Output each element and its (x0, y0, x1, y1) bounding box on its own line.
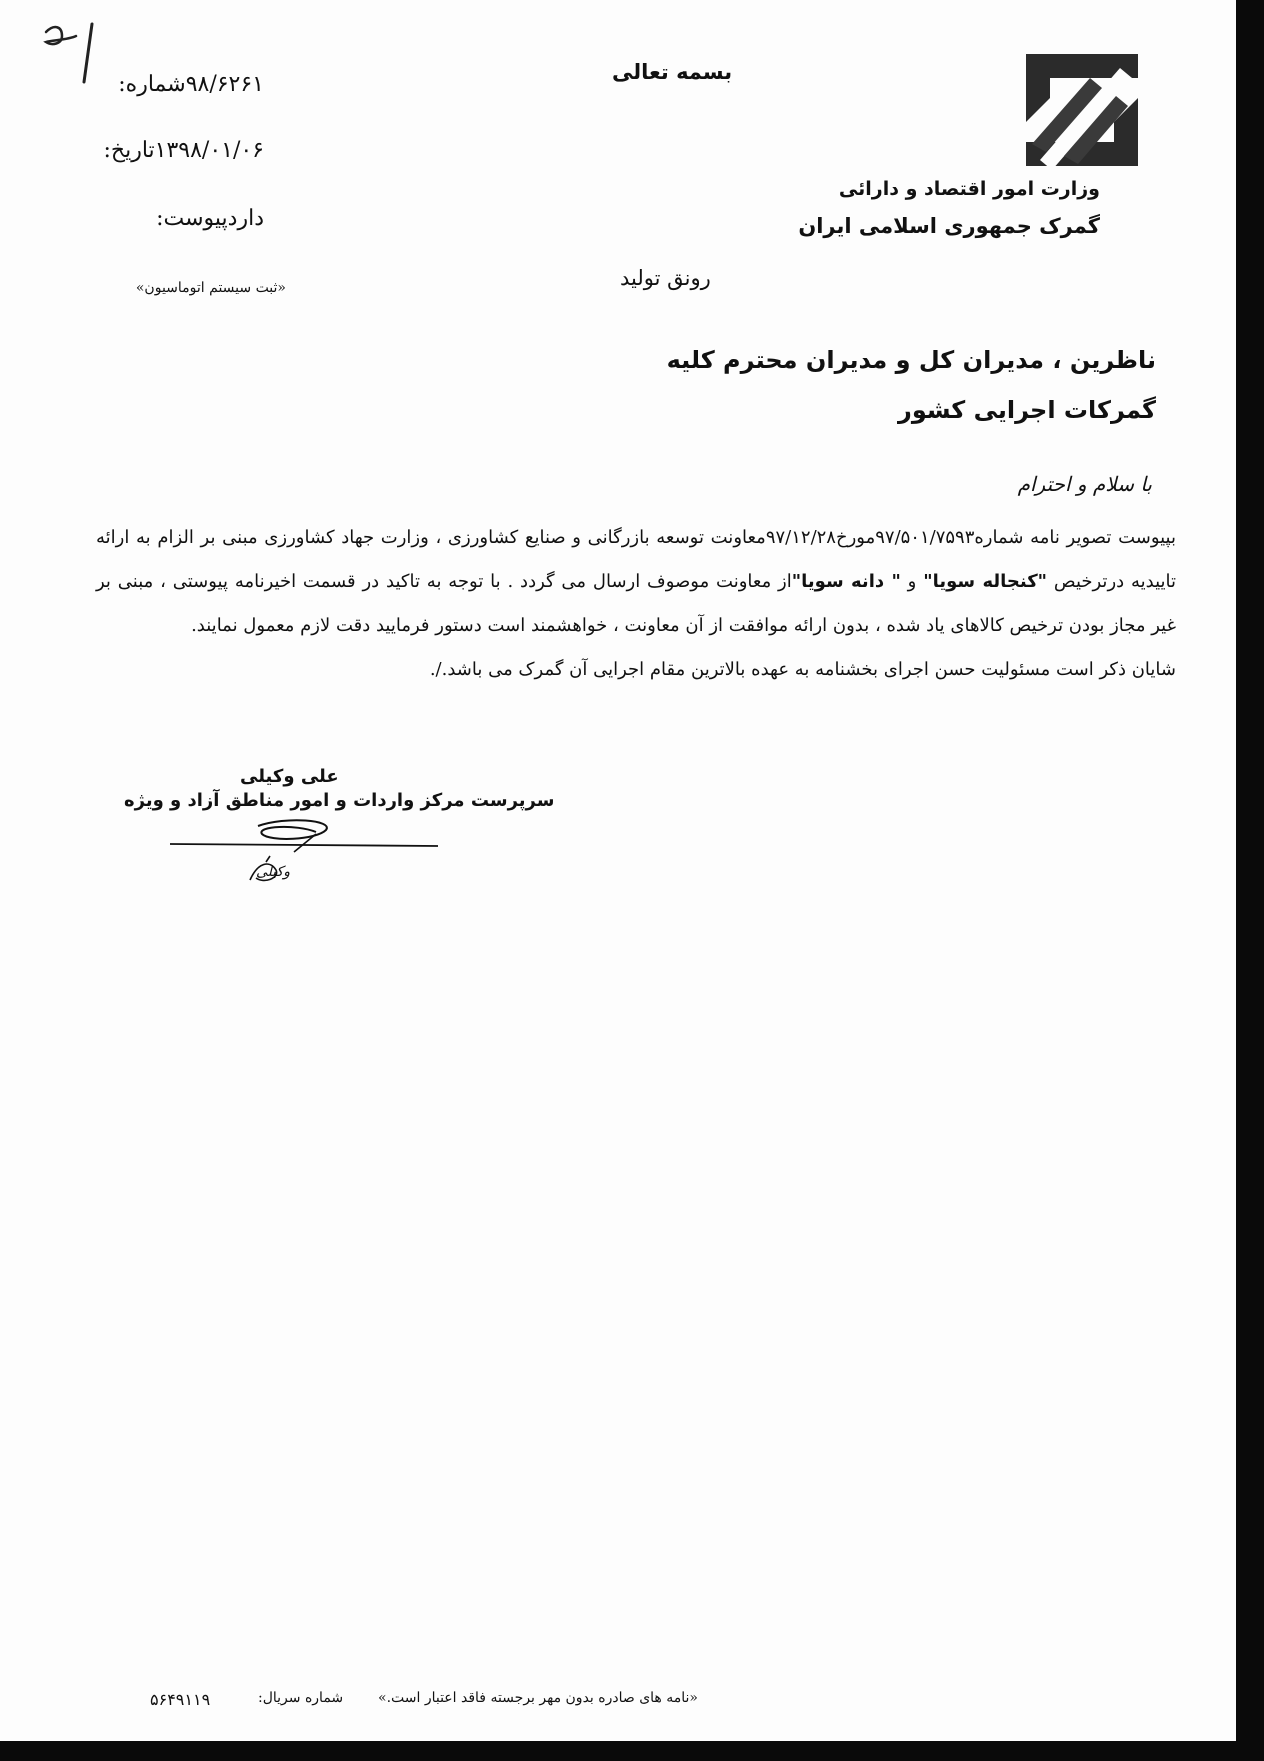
handwritten-page-mark-icon (40, 10, 110, 90)
bismillah-heading: بسمه تعالی (612, 60, 733, 84)
body-conjunction: و (900, 571, 924, 592)
letter-number-value: ۹۸/۶۲۶۱ (185, 72, 264, 97)
signature-icon (166, 812, 446, 892)
automation-system-note: «ثبت سیستم اتوماسیون» (135, 280, 286, 296)
letter-date (103, 138, 286, 163)
customs-logo-icon (1020, 48, 1144, 172)
ministry-name: وزارت امور اقتصاد و دارائی (838, 178, 1100, 200)
scan-border-right (1236, 0, 1264, 1761)
customs-name: گمرک جمهوری اسلامی ایران (798, 214, 1100, 238)
body-paragraph-2: شایان ذکر است مسئولیت حسن اجرای بخشنامه به عهده بالاترین مقام اجرایی آن گمرک می باشد./. (429, 659, 1176, 680)
product-1: "کنجاله سویا" (923, 571, 1048, 592)
serial-number-label: شماره سریال: (258, 1690, 344, 1706)
serial-number-value: ۵۶۴۹۱۱۹ (150, 1690, 211, 1709)
signature-text: وکیلی (256, 864, 290, 880)
letter-date-value: ۱۳۹۸/۰۱/۰۶ (154, 138, 264, 163)
salutation (1012, 472, 1152, 506)
letter-body (96, 516, 1176, 692)
salutation-text: با سلام و احترام (1017, 472, 1152, 496)
letter-number-label: شماره: (118, 72, 186, 97)
addressee-line-1: ناظرین ، مدیران کل و مدیران محترم کلیه (666, 346, 1156, 374)
attachment-label: پیوست: (156, 206, 228, 231)
footer-validity-note: «نامه های صادره بدون مهر برجسته فاقد اعتبار است.» (378, 1690, 698, 1706)
product-2: " دانه سویا" (791, 571, 901, 592)
letter-date-label: تاریخ: (103, 138, 155, 163)
letter-number (118, 72, 286, 97)
attachment-value: دارد (227, 206, 264, 231)
signer-title: سرپرست مرکز واردات و امور مناطق آزاد و ویژه (124, 790, 555, 811)
slogan: رونق تولید (620, 266, 711, 290)
body-p1-before: بپیوست تصویر نامه شماره۹۷/۵۰۱/۷۵۹۳مورخ۹۷/۱۲/۲۸معاونت توسعه بازرگانی و صنایع کشاورزی ، وزارت جهاد کشاورزی مبنی بر الزام به ارائه تاییدیه درترخیص (96, 527, 1177, 592)
body-paragraph-1 (96, 516, 1176, 648)
body-p1-after: از معاونت موصوف ارسال می گردد . با توجه به تاکید در قسمت اخیرنامه پیوستی ، مبنی بر غیر مجاز بودن ترخیص کالاهای یاد شده ، بدون ارائه موافقت از آن معاونت ، خواهشمند است دستور فرمایید دقت لازم معمول نمایند. (96, 571, 1176, 636)
scan-border-bottom (0, 1741, 1264, 1761)
letter-attachment (156, 206, 286, 231)
addressee-line-2: گمرکات اجرایی کشور (898, 396, 1156, 424)
signer-name: علی وکیلی (240, 766, 339, 787)
